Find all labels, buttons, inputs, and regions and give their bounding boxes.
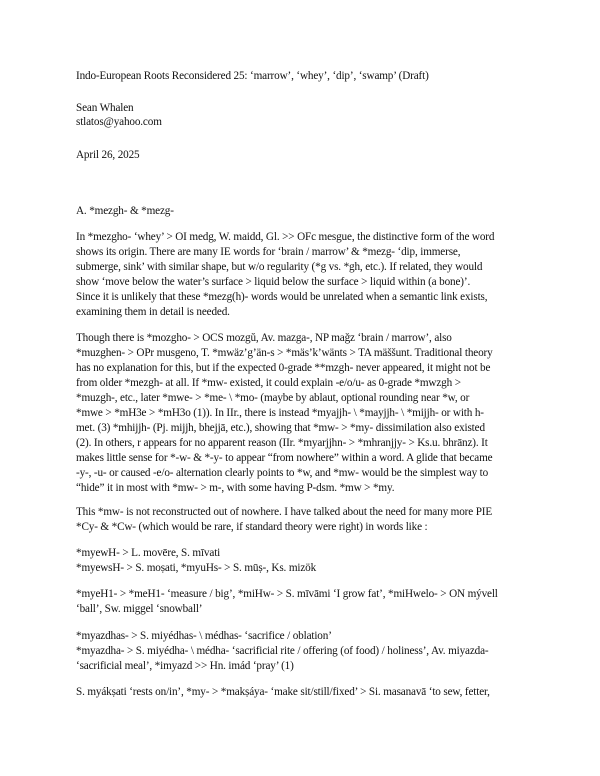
example-line: ‘sacrificial meal’, *imyazd >> Hn. imád ‘pray’ (1) xyxy=(76,660,294,672)
example-line: *myewsH- > S. moṣati, *myuHs- > S. mūṣ-, Ks. mizök xyxy=(76,562,317,574)
author-name: Sean Whalen xyxy=(76,102,134,114)
example-line: *myazdha- > S. miyédha- \ médha- ‘sacrificial rite / offering (of food) / holiness’, Av. miyazda- xyxy=(76,645,489,657)
para3-line: This *mw- is not reconstructed out of nowhere. I have talked about the need for many more PIE xyxy=(76,506,493,518)
section-heading: A. *mezgh- & *mezg- xyxy=(76,205,174,217)
para2-line: (2). In others, r appears for no apparent reason (IIr. *myarjjhn- > *mhranjjy- > Ks.u. bhrānz). It xyxy=(76,437,488,449)
para2-line: “hide” it in most with *mw- > m-, with some having P-dsm. *mw > *my. xyxy=(76,482,395,494)
para3-line: *Cy- & *Cw- (which would be rare, if standard theory were right) in words like : xyxy=(76,521,428,533)
para2-line: from older *mezgh- at all. If *mw- existed, it could explain -e/o/u- as 0-grade *mwzgh > xyxy=(76,377,461,389)
example-line: *myazdhas- > S. miyédhas- \ médhas- ‘sacrifice / oblation’ xyxy=(76,630,332,642)
para2-line: Though there is *mozgho- > OCS mozgŭ, Av. mazga-, NP maǧz ‘brain / marrow’, also xyxy=(76,332,452,344)
para2-line: has no explanation for this, but if the expected 0-grade **mzgh- never appeared, it might not be xyxy=(76,362,491,374)
para1-line: show ‘move below the water’s surface > liquid below the surface > liquid within (a bone)’. xyxy=(76,276,471,288)
para2-line: -y-, -u- or caused -e/o- alternation clearly points to *w, and *mw- would be the simplest way to xyxy=(76,467,489,479)
para2-line: *muzgh-, etc., later *mwe- > *me- \ *mo- (maybe by ablaut, optional rounding near *w, or xyxy=(76,392,470,404)
para1-line: examining them in detail is needed. xyxy=(76,306,230,318)
para1-line: In *mezgho- ‘whey’ > OI medg, W. maidd, Gl. >> OFc mesgue, the distinctive form of the word xyxy=(76,231,495,243)
example-line: ‘ball’, Sw. miggel ‘snowball’ xyxy=(76,603,203,615)
example-line: *myewH- > L. movēre, S. mīvati xyxy=(76,547,221,559)
para2-line: *mwe > *mH3e > *mH3o (1)). In IIr., there is instead *myajjh- \ *mayjjh- \ *mijjh- or with h- xyxy=(76,407,484,419)
document-title: Indo-European Roots Reconsidered 25: ‘marrow’, ‘whey’, ‘dip’, ‘swamp’ (Draft) xyxy=(76,70,429,82)
author-email: stlatos@yahoo.com xyxy=(76,116,162,128)
example-line: *myeH1- > *meH1- ‘measure / big’, *miHw- > S. mīvāmi ‘I grow fat’, *miHwelo- > ON mývell xyxy=(76,588,498,600)
para2-line: met. (3) *mhijjh- (Pj. mijjh, bhejjā, etc.), showing that *mw- > *my- dissimilation also existed xyxy=(76,422,485,434)
para1-line: submerge, sink’ with similar shape, but w/o regularity (*g vs. *gh, etc.). If related, they would xyxy=(76,261,483,273)
document-date: April 26, 2025 xyxy=(76,149,140,161)
para1-line: Since it is unlikely that these *mezg(h)- words would be unrelated when a semantic link exists, xyxy=(76,291,488,303)
para4-line: S. myákṣati ‘rests on/in’, *my- > *makṣáya- ‘make sit/still/fixed’ > Si. masanavā ‘to sew, fetter, xyxy=(76,686,490,698)
para2-line: makes little sense for *-w- & *-y- to appear “from nowhere” within a word. A glide that became xyxy=(76,452,493,464)
para1-line: shows its origin. There are many IE words for ‘brain / marrow’ & *mezg- ‘dip, immerse, xyxy=(76,246,461,258)
para2-line: *muzghen- > OPr musgeno, T. *mwäz’g’än-s > *mäs’k’wänts > TA mäššunt. Traditional theory xyxy=(76,347,493,359)
